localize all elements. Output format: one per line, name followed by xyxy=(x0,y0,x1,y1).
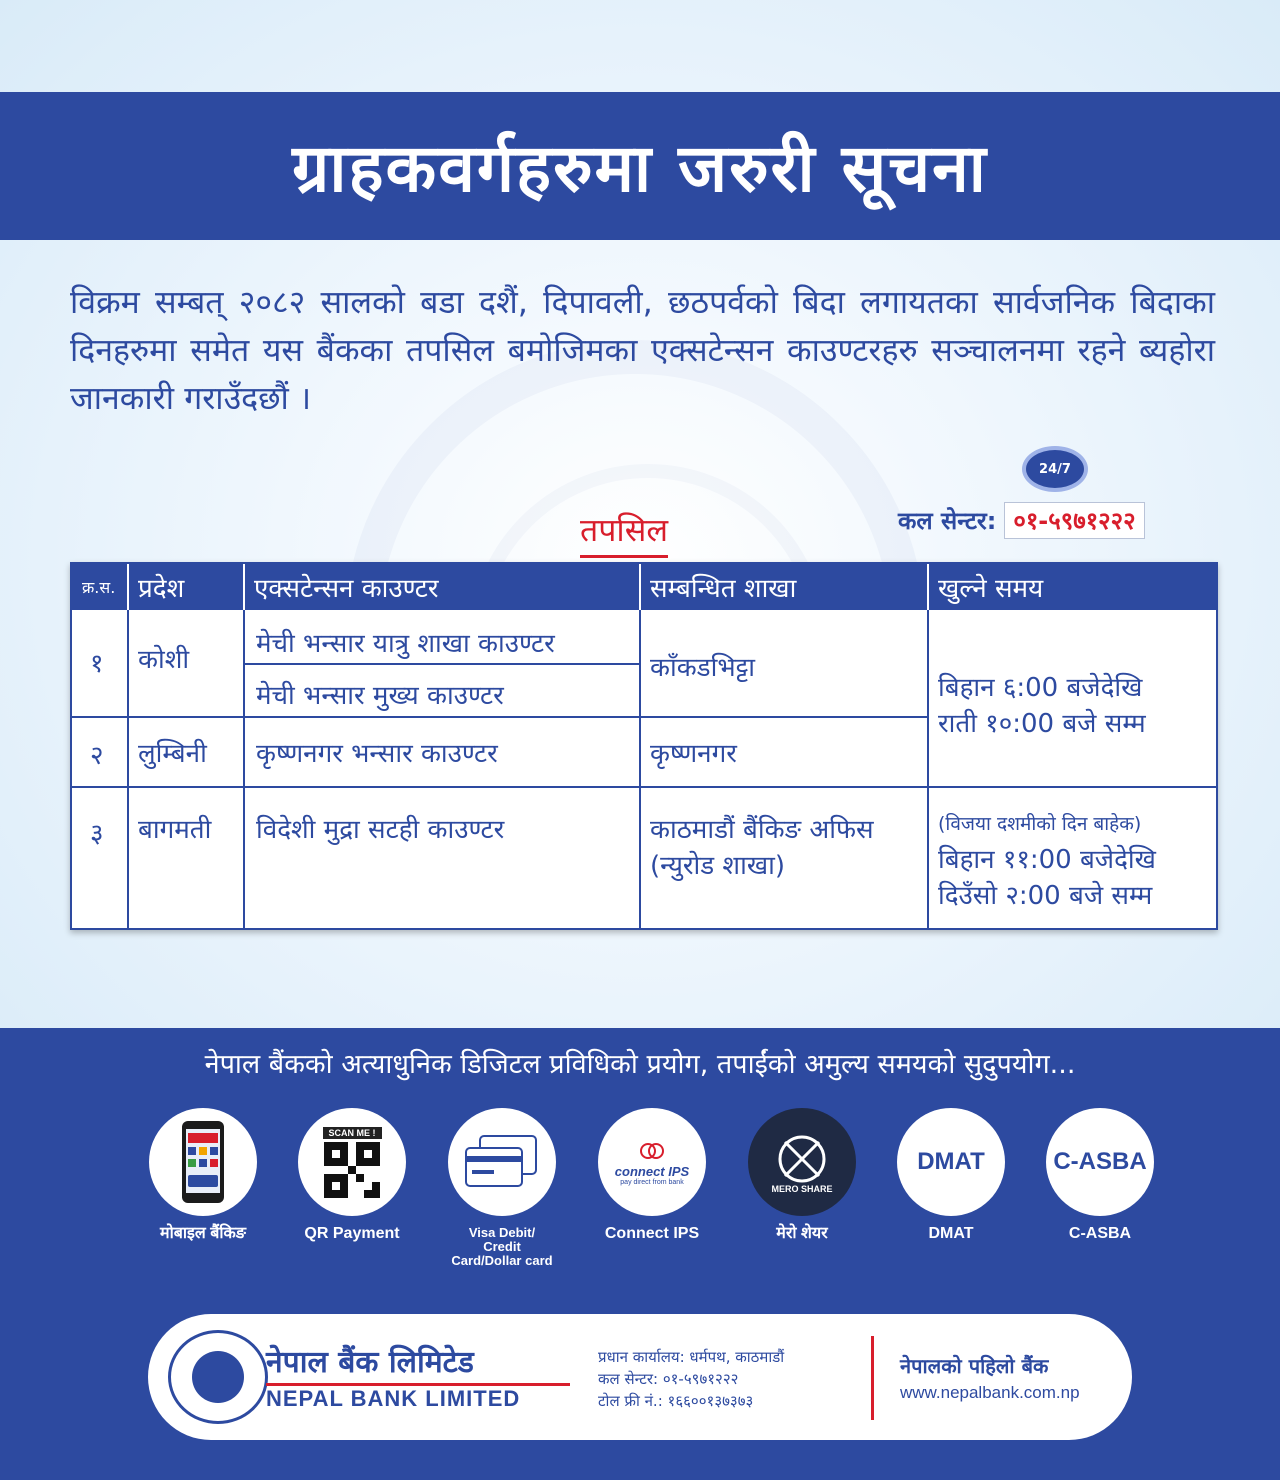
row1-counter-2: मेची भन्सार मुख्य काउण्टर xyxy=(256,681,504,711)
mero-share-icon xyxy=(748,1108,856,1216)
service-label-line-1: Visa Debit/ xyxy=(468,1225,536,1240)
row1-sn: १ xyxy=(90,649,104,679)
service-label: C-ASBA xyxy=(1068,1225,1132,1242)
divider xyxy=(927,610,929,930)
bank-name xyxy=(266,1340,570,1412)
row1-branch: काँकडभिट्टा xyxy=(650,653,756,683)
connect-ips-slogan: pay direct from bank xyxy=(620,1179,684,1186)
footer-call-center: कल सेन्टर: ०१-५९७१२२२ xyxy=(598,1370,739,1388)
service-dmat[interactable] xyxy=(896,1108,1006,1242)
bank-name-nepali: नेपाल बैंक लिमिटेड xyxy=(266,1340,570,1386)
header-province: प्रदेश xyxy=(138,574,185,604)
head-office: प्रधान कार्यालय: धर्मपथ, काठमाडौं xyxy=(598,1348,785,1366)
call-center-number: ०१-५९७१२२२ xyxy=(1004,502,1144,539)
time-1-line-2: राती १०:00 बजे सम्म xyxy=(938,709,1146,739)
page-title: ग्राहकवर्गहरुमा जरुरी सूचना xyxy=(292,130,988,207)
service-connect-ips[interactable] xyxy=(597,1108,707,1242)
qr-scan-label: SCAN ME ! xyxy=(323,1127,382,1139)
bank-seal-logo xyxy=(168,1330,268,1424)
qr-code-icon xyxy=(298,1108,406,1216)
connect-ips-logo-text: connect IPS xyxy=(614,1164,690,1179)
service-mobile-banking[interactable] xyxy=(148,1108,258,1242)
divider xyxy=(72,786,1218,788)
service-label: मोबाइल बैंकिङ xyxy=(160,1225,246,1242)
service-qr-payment[interactable] xyxy=(297,1108,407,1242)
schedule-heading: तपसिल xyxy=(580,508,668,558)
row3-branch-2: (न्युरोड शाखा) xyxy=(650,851,785,881)
toll-free: टोल फ्री नं.: १६६००१३७३७३ xyxy=(598,1392,754,1410)
time-3-line-2: दिउँसो २:00 बजे सम्म xyxy=(938,881,1153,911)
service-c-asba[interactable] xyxy=(1045,1108,1155,1242)
row1-counter-1: मेची भन्सार यात्रु शाखा काउण्टर xyxy=(256,629,555,659)
bank-name-english: NEPAL BANK LIMITED xyxy=(266,1386,521,1411)
connect-ips-icon xyxy=(598,1108,706,1216)
contact-info xyxy=(598,1346,784,1412)
card-icon xyxy=(448,1108,556,1216)
slogan: नेपालको पहिलो बैंक xyxy=(900,1354,1049,1378)
website-link[interactable]: www.nepalbank.com.np xyxy=(900,1383,1080,1402)
dmat-icon: DMAT xyxy=(897,1108,1005,1216)
header-counter: एक्सटेन्सन काउण्टर xyxy=(254,574,439,604)
mobile-banking-icon xyxy=(149,1108,257,1216)
divider xyxy=(243,610,245,930)
service-label: DMAT xyxy=(928,1225,974,1242)
service-mero-share[interactable] xyxy=(747,1108,857,1242)
counter-table xyxy=(70,562,1218,930)
row3-counter: विदेशी मुद्रा सटही काउण्टर xyxy=(256,815,505,845)
title-banner xyxy=(0,92,1280,240)
bank-footer xyxy=(148,1314,1132,1440)
divider xyxy=(871,1336,874,1420)
service-label: मेरो शेयर xyxy=(776,1225,828,1242)
row3-province: बागमती xyxy=(138,815,212,845)
time-3-line-1: बिहान ११:00 बजेदेखि xyxy=(938,845,1156,875)
header-sn: क्र.स. xyxy=(82,578,116,597)
row2-counter: कृष्णनगर भन्सार काउण्टर xyxy=(256,739,498,769)
divider xyxy=(243,564,245,610)
intro-text: विक्रम सम्बत् २०८२ सालको बडा दशैं, दिपावली, छठपर्वको बिदा लगायतका सार्वजनिक बिदाका दिनहरुमा समेत यस बैंकका तपसिल बमोजिमका एक्सटेन्सन काउण्टरहरु सञ्चालनमा रहने ब्यहोरा जानकारी गराउँदछौं । xyxy=(70,283,1215,417)
divider xyxy=(639,610,641,930)
service-label xyxy=(447,1226,557,1268)
row2-sn: २ xyxy=(90,741,104,771)
tagline: नेपाल बैंकको अत्याधुनिक डिजिटल प्रविधिको प्रयोग, तपाईंको अमुल्य समयको सुदुपयोग... xyxy=(204,1049,1076,1080)
time-1-line-1: बिहान ६:00 बजेदेखि xyxy=(938,673,1143,703)
divider xyxy=(72,716,928,718)
time-3-note: (विजया दशमीको दिन बाहेक) xyxy=(938,813,1142,835)
mero-share-logo-text: MERO SHARE xyxy=(771,1184,833,1194)
row2-province: लुम्बिनी xyxy=(138,739,207,769)
call-center-label: कल सेन्टर: xyxy=(898,507,997,535)
row3-branch-1: काठमाडौं बैंकिङ अफिस xyxy=(650,815,874,845)
service-label: QR Payment xyxy=(304,1225,400,1242)
row1-province: कोशी xyxy=(138,645,190,675)
divider xyxy=(639,564,641,610)
call-center xyxy=(898,502,1145,539)
divider xyxy=(244,663,640,665)
c-asba-icon: C-ASBA xyxy=(1046,1108,1154,1216)
service-label: Connect IPS xyxy=(604,1225,700,1242)
divider xyxy=(927,564,929,610)
header-time: खुल्ने समय xyxy=(938,574,1044,604)
service-label-line-2: Credit Card/Dollar card xyxy=(451,1239,553,1268)
row3-sn: ३ xyxy=(90,819,104,849)
divider xyxy=(127,610,129,930)
service-cards[interactable] xyxy=(447,1108,557,1268)
header-branch: सम्बन्धित शाखा xyxy=(650,574,797,604)
row2-branch: कृष्णनगर xyxy=(650,739,737,769)
24x7-badge: 24/7 xyxy=(1022,446,1088,492)
slogan-block xyxy=(900,1352,1080,1403)
